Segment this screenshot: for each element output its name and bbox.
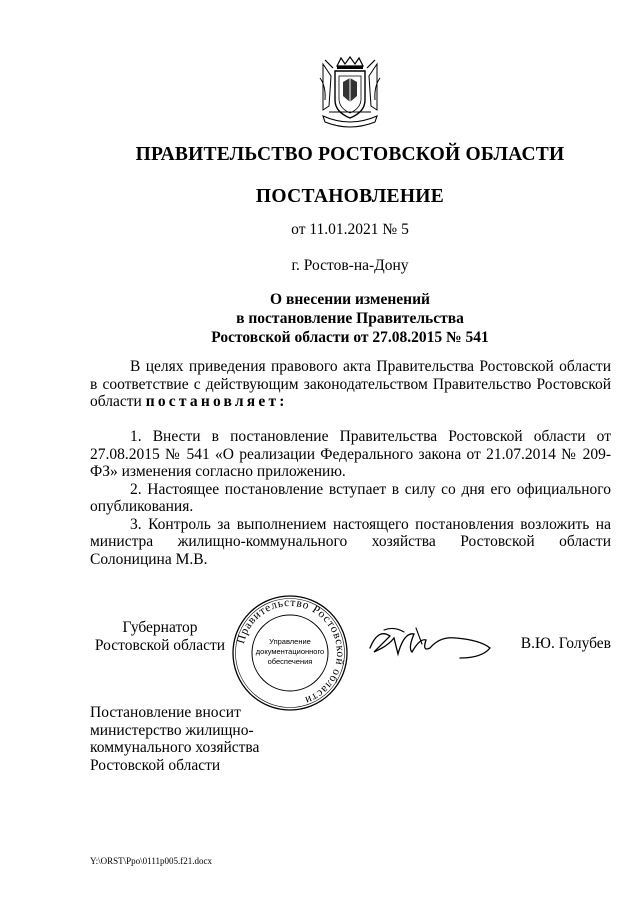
official-seal-icon xyxy=(230,593,350,713)
handwritten-signature-icon xyxy=(364,618,496,666)
seal-inner-text: обеспечения xyxy=(267,657,313,666)
document-subject xyxy=(0,290,640,347)
government-title: ПРАВИТЕЛЬСТВО РОСТОВСКОЙ ОБЛАСТИ xyxy=(135,144,565,165)
preamble-paragraph xyxy=(90,358,611,411)
note-line: Ростовской области xyxy=(90,756,221,774)
position-line: Ростовской области xyxy=(94,636,226,654)
preamble-text: В целях приведения правового акта Правительства Ростовской области в соответствие с действующим законодательством Правительство Ростовской области xyxy=(90,358,611,410)
list-item: 3. Контроль за выполнением настоящего постановления возложить на министра жилищно-коммунального хозяйства Ростовской области Солоницина М.В. xyxy=(90,515,611,568)
preamble-verb: постановляет: xyxy=(145,393,288,410)
seal-inner-text: документационного xyxy=(255,647,325,656)
submitter-note xyxy=(90,704,290,774)
position-line: Губернатор xyxy=(122,619,198,636)
signatory-position xyxy=(90,619,230,654)
items-list xyxy=(90,428,611,568)
note-line: Постановление вносит xyxy=(90,704,241,721)
coat-of-arms-icon xyxy=(317,56,383,128)
subject-line: О внесении изменений xyxy=(270,291,430,308)
note-line: министерство жилищно- xyxy=(90,721,254,739)
subject-line: в постановление Правительства xyxy=(236,310,464,327)
date-number: от 11.01.2021 № 5 xyxy=(291,221,409,238)
list-item: 2. Настоящее постановление вступает в силу со дня его официального опубликования. xyxy=(90,480,611,515)
seal-inner-text: Управление xyxy=(269,637,311,646)
list-item: 1. Внести в постановление Правительства Ростовской области от 27.08.2015 № 541 «О реализации Федерального закона от 21.07.2014 № 209-ФЗ» изменения согласно приложению. xyxy=(90,428,611,480)
note-line: коммунального хозяйства xyxy=(90,739,260,756)
file-path-footer: Y:\ORST\Ppo\0111p005.f21.docx xyxy=(90,856,213,866)
subject-line: Ростовской области от 27.08.2015 № 541 xyxy=(211,329,489,346)
document-type: ПОСТАНОВЛЕНИЕ xyxy=(255,186,445,207)
seal-outer-text: Правительство Ростовской области xyxy=(234,596,347,707)
city: г. Ростов-на-Дону xyxy=(291,257,409,274)
signatory-name: В.Ю. Голубев xyxy=(520,635,611,652)
